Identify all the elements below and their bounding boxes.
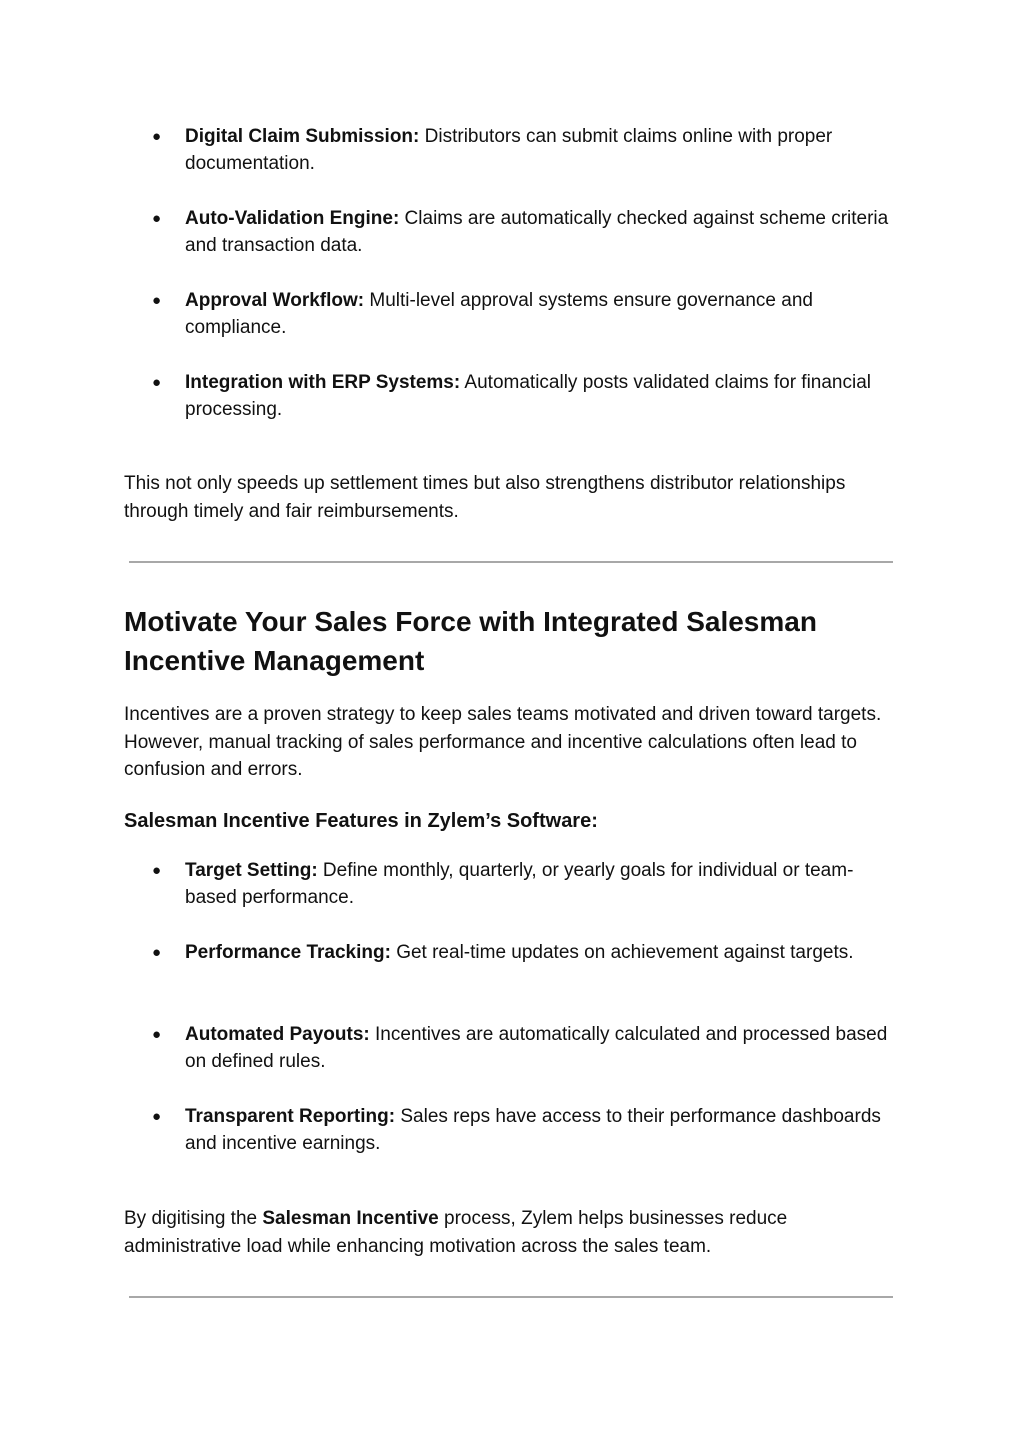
list-item-body: Claims are automatically checked against scheme criteria and transaction data. <box>185 208 889 256</box>
bullet-icon: ● <box>152 210 162 227</box>
closing-text-bold: Salesman Incentive <box>262 1208 439 1229</box>
list-item-label: Approval Workflow: <box>185 290 365 311</box>
section-divider <box>129 561 893 563</box>
list-item-body: Get real-time updates on achievement against targets. <box>390 942 854 963</box>
bullet-icon: ● <box>152 1026 162 1043</box>
list-item-body: Automatically posts validated claims for financial processing. <box>185 372 872 420</box>
closing-text-prefix: By digitising the <box>124 1208 263 1229</box>
list-item-label: Integration with ERP Systems: <box>185 372 461 393</box>
list-item-label: Digital Claim Submission: <box>185 126 420 147</box>
claims-summary-paragraph: This not only speeds up settlement times but also strengthens distributor relationships through timely and fair reimbursements. <box>124 473 846 522</box>
list-item-body: Multi-level approval systems ensure governance and compliance. <box>185 290 813 338</box>
list-item-body: Distributors can submit claims online with proper documentation. <box>185 126 833 174</box>
list-item-label: Transparent Reporting: <box>185 1106 396 1127</box>
list-item-label: Auto-Validation Engine: <box>185 208 400 229</box>
bullet-icon: ● <box>152 944 162 961</box>
list-item-label: Automated Payouts: <box>185 1024 370 1045</box>
bullet-icon: ● <box>152 128 162 145</box>
list-item-text <box>185 369 900 423</box>
list-item-text <box>185 123 900 177</box>
list-item-text <box>185 939 900 966</box>
list-item-text <box>185 1021 900 1075</box>
closing-paragraph <box>124 1205 894 1260</box>
bullet-icon: ● <box>152 1108 162 1125</box>
features-subheading: Salesman Incentive Features in Zylem’s Software: <box>124 810 598 832</box>
list-item-body: Sales reps have access to their performance dashboards and incentive earnings. <box>185 1106 881 1154</box>
section-heading: Motivate Your Sales Force with Integrated Salesman Incentive Management <box>124 606 817 676</box>
section-divider <box>129 1296 893 1298</box>
bullet-icon: ● <box>152 292 162 309</box>
list-item-label: Performance Tracking: <box>185 942 391 963</box>
list-item-label: Target Setting: <box>185 860 318 881</box>
list-item-body: Define monthly, quarterly, or yearly goals for individual or team-based performance. <box>185 860 854 908</box>
section-intro-paragraph: Incentives are a proven strategy to keep sales teams motivated and driven toward targets. However, manual tracking of sales performance and incentive calculations often lead to confusion and errors. <box>124 704 882 780</box>
bullet-icon: ● <box>152 374 162 391</box>
list-item-text <box>185 287 900 341</box>
closing-text-suffix: process, Zylem helps businesses reduce administrative load while enhancing motivation across the sales team. <box>124 1208 788 1257</box>
list-item-text <box>185 857 900 911</box>
bullet-icon: ● <box>152 862 162 879</box>
list-item-body: Incentives are automatically calculated and processed based on defined rules. <box>185 1024 888 1072</box>
list-item-text <box>185 205 900 259</box>
list-item-text <box>185 1103 900 1157</box>
